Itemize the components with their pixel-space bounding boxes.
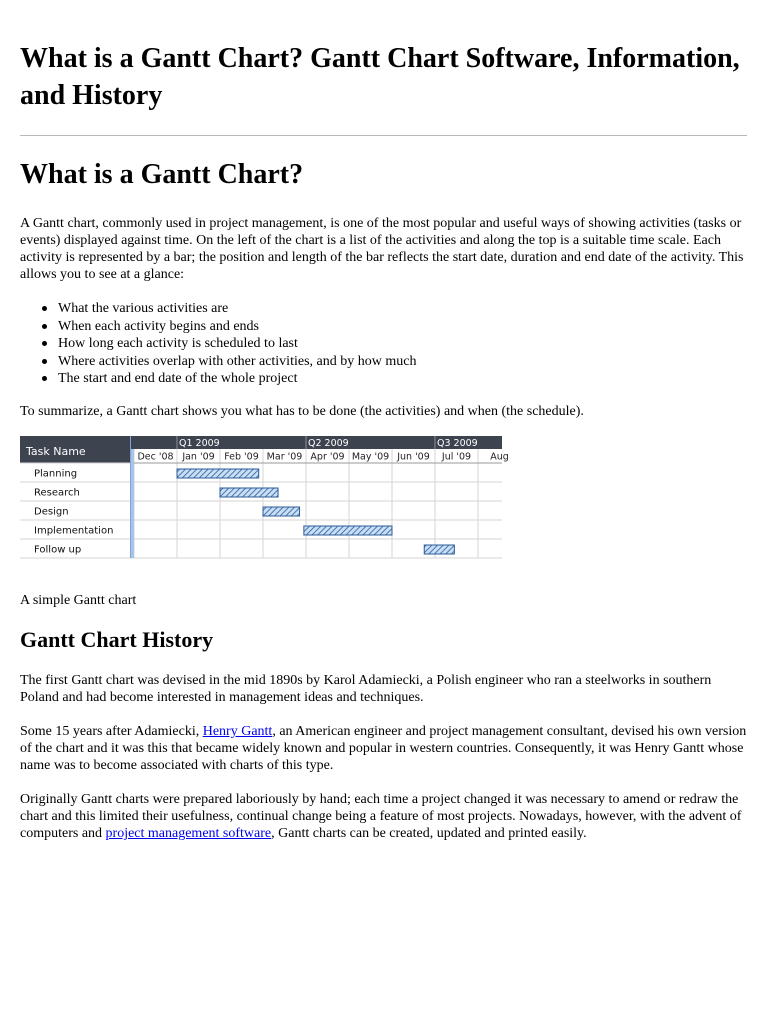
bullet-icon <box>42 324 47 329</box>
intro-paragraph: A Gantt chart, commonly used in project management, is one of the most popular and useful ways of showing activities (tasks or events) displayed against time. On the left of the chart is a list of the activities and along the top is a suitable time scale. Each activity is represented by a bar; the position and length of the bar reflects the start date, duration and end date of the activity. This allows you to see at a glance: <box>20 216 744 282</box>
task-label: Implementation <box>34 525 114 537</box>
task-bar <box>220 488 278 497</box>
task-bar <box>177 469 259 478</box>
history-paragraph-2: Some 15 years after Adamiecki, Henry Gantt, an American engineer and project management consultant, devised his own version of the chart and it was this that became widely known and popular in western countries. Consequently, it was Henry Gantt whose name was to become associated with charts of this type. <box>20 724 747 773</box>
horizontal-rule <box>20 135 747 136</box>
history-paragraph-3: Originally Gantt charts were prepared laboriously by hand; each time a project changed it was necessary to amend or redraw the chart and this limited their usefulness, continual change being a feature of most projects. Nowadays, however, with the advent of computers and project management software, Gantt charts can be created, updated and printed easily. <box>20 792 742 841</box>
task-label: Design <box>34 506 69 518</box>
gantt-chart <box>20 436 509 558</box>
month-label: Feb '09 <box>224 451 259 463</box>
task-label: Follow up <box>34 544 82 556</box>
list-item: What the various activities are <box>20 300 416 318</box>
section-heading-history: Gantt Chart History <box>20 627 214 652</box>
task-bar <box>263 507 300 516</box>
quarter-label: Q3 2009 <box>437 438 478 449</box>
page-title: What is a Gantt Chart? Gantt Chart Software, Information, and History <box>20 43 740 111</box>
benefits-list <box>20 300 416 388</box>
bullet-icon <box>42 306 47 311</box>
task-bar <box>304 526 392 535</box>
month-label: Jan '09 <box>182 451 215 463</box>
list-item: Where activities overlap with other activities, and by how much <box>20 353 416 371</box>
bullet-icon <box>42 341 47 346</box>
list-item: When each activity begins and ends <box>20 318 416 336</box>
chart-caption: A simple Gantt chart <box>20 593 137 608</box>
task-name-header: Task Name <box>26 445 86 458</box>
history-paragraph-1: The first Gantt chart was devised in the mid 1890s by Karol Adamiecki, a Polish engineer who ran a steelworks in southern Poland and had become interested in management ideas and techniques. <box>20 673 712 705</box>
month-label: Jul '09 <box>441 451 472 463</box>
list-item: How long each activity is scheduled to last <box>20 335 416 353</box>
month-label: Mar '09 <box>266 451 303 463</box>
bullet-icon <box>42 359 47 364</box>
month-label: Aug <box>490 451 509 463</box>
quarter-label: Q2 2009 <box>308 438 349 449</box>
task-label: Research <box>34 487 80 499</box>
project-management-software-link[interactable]: project management software <box>105 826 272 841</box>
bullet-icon <box>42 376 47 381</box>
month-label: May '09 <box>351 451 390 463</box>
task-bar <box>424 545 454 554</box>
month-label: Dec '08 <box>137 451 174 463</box>
list-item: The start and end date of the whole project <box>20 370 416 388</box>
month-label: Apr '09 <box>310 451 345 463</box>
task-label: Planning <box>34 468 78 480</box>
month-label: Jun '09 <box>397 451 430 463</box>
quarter-label: Q1 2009 <box>179 438 220 449</box>
summary-paragraph: To summarize, a Gantt chart shows you what has to be done (the activities) and when (the schedule). <box>20 404 584 419</box>
henry-gantt-link[interactable]: Henry Gantt <box>202 724 273 739</box>
section-heading-what-is: What is a Gantt Chart? <box>20 159 304 190</box>
